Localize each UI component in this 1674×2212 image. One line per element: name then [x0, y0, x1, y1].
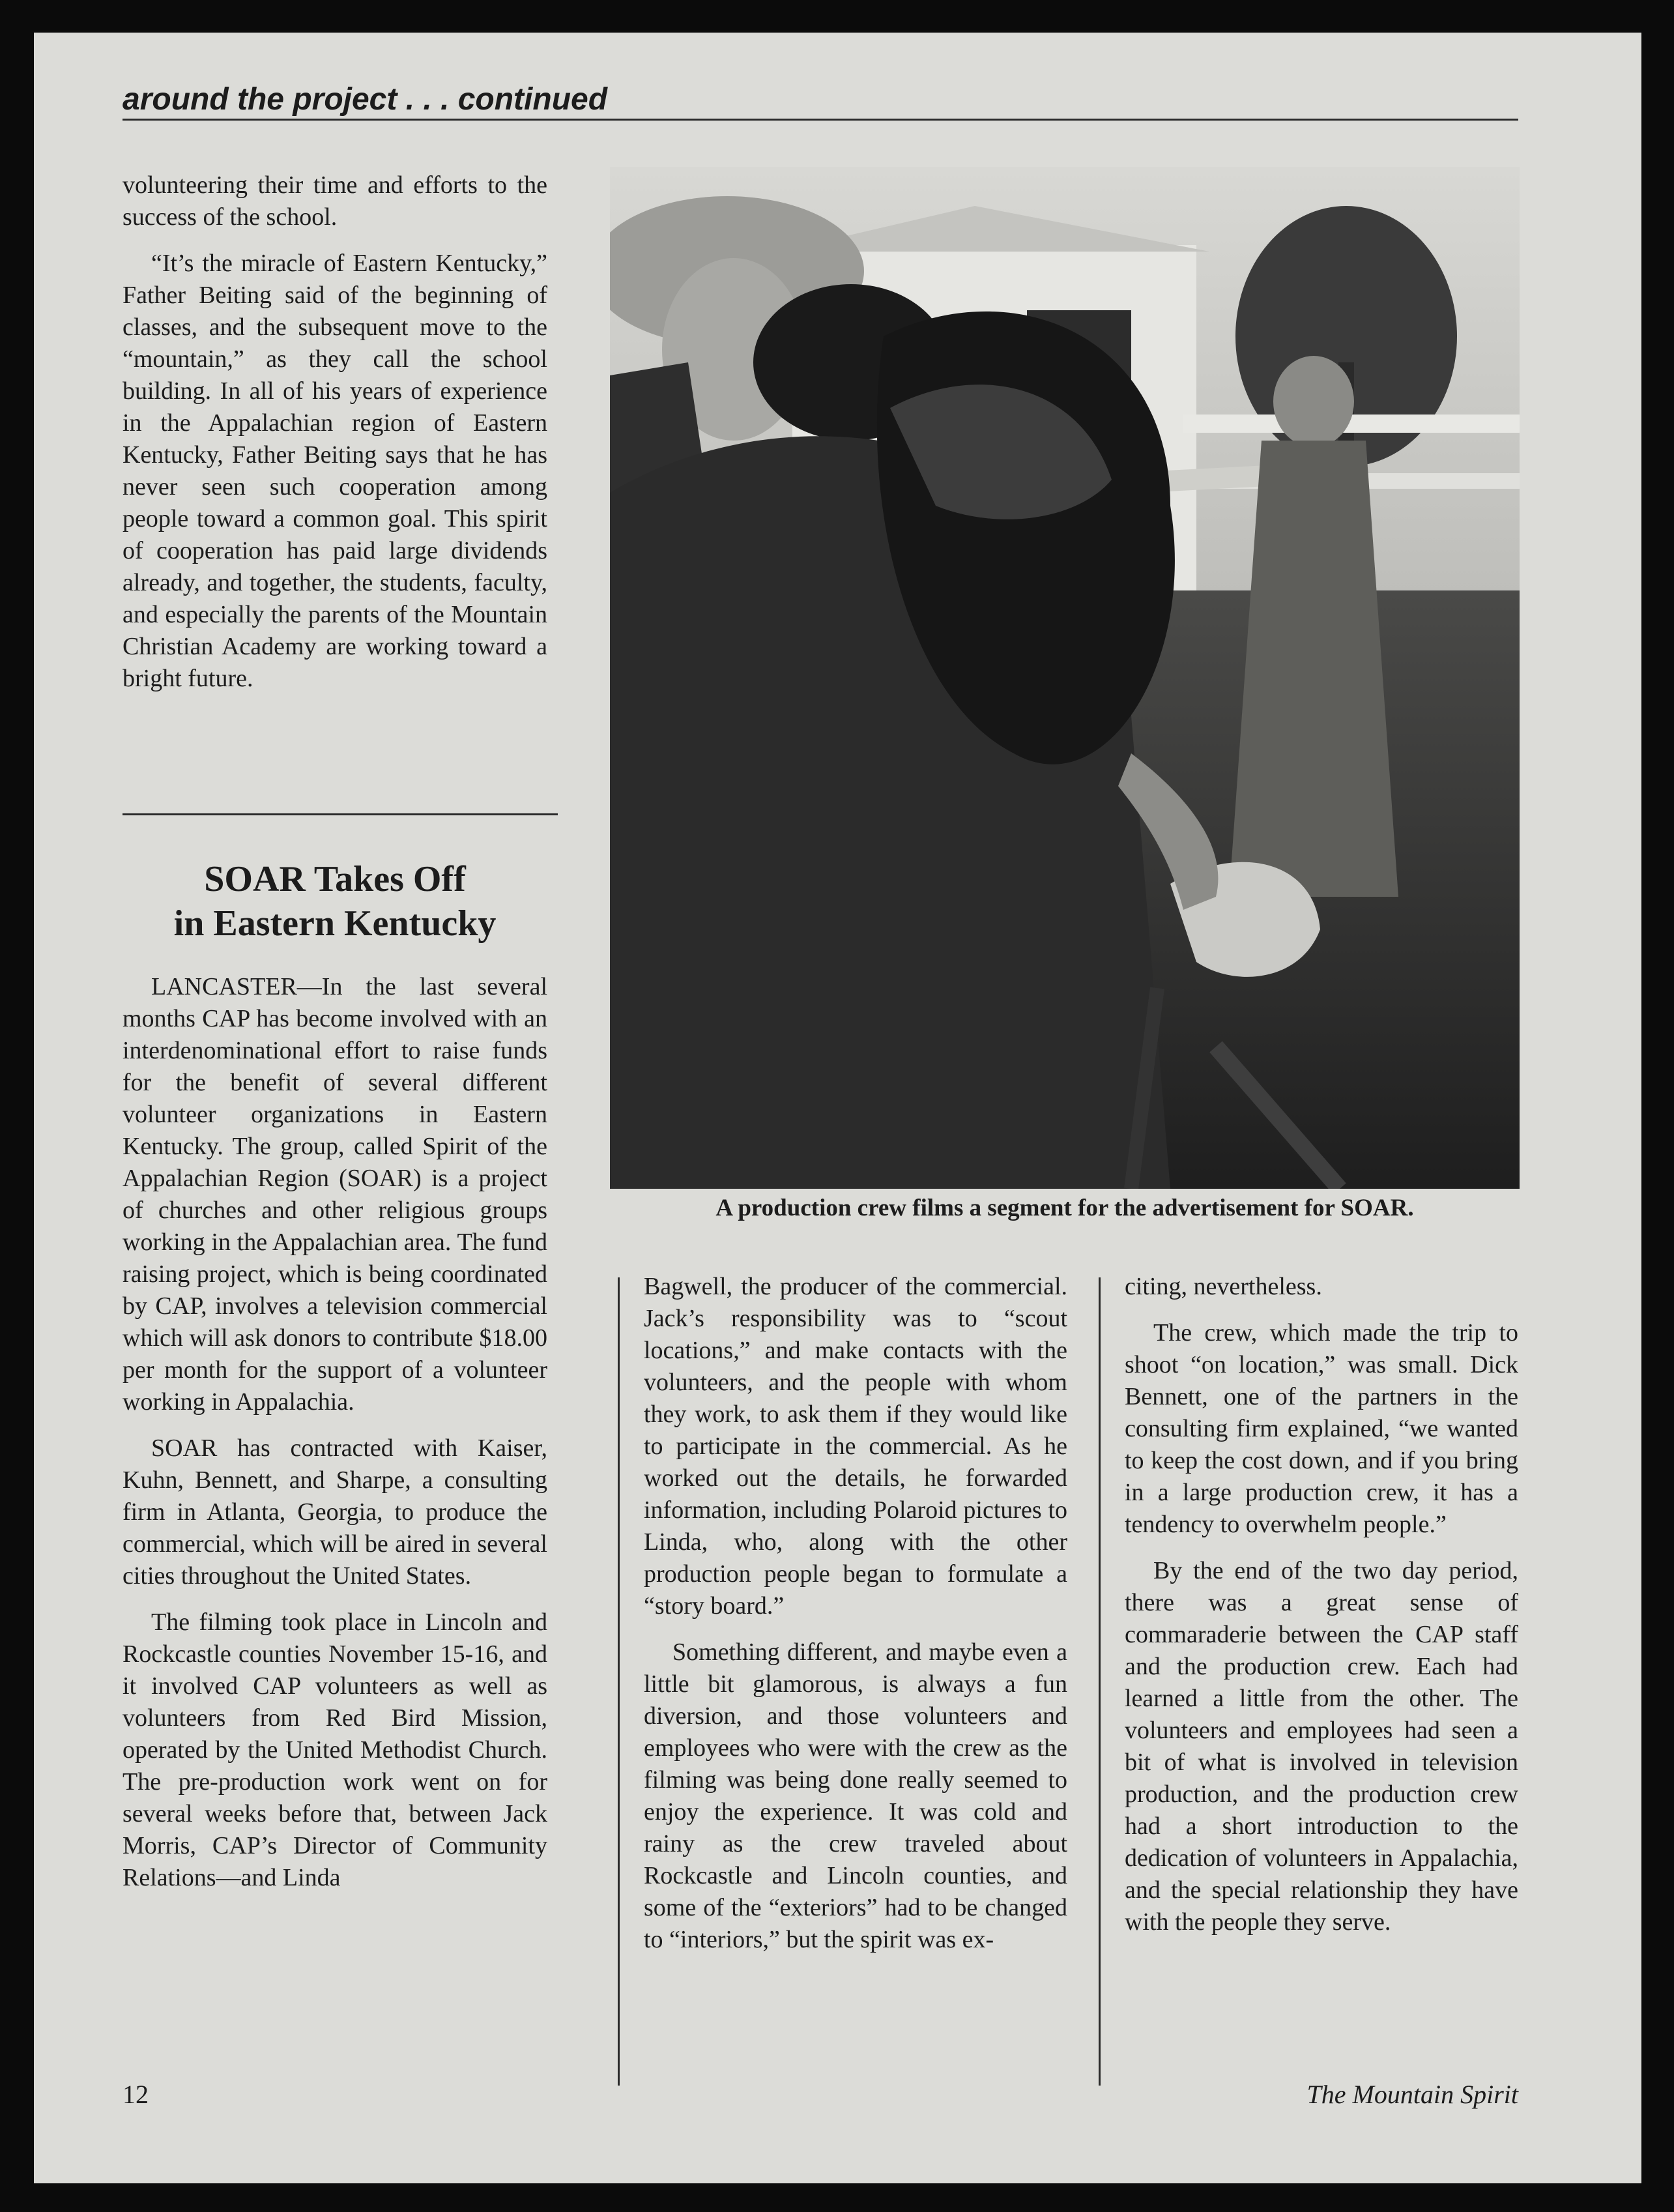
article2-paragraph: Something different, and maybe even a little bit glamorous, is always a fun diversion, and those volunteers and employees who were with the crew as the filming was being done really seemed to enjoy the experience. It was cold and rainy as the crew traveled about Rockcastle and Lincoln counties, and some of the “exteriors” had to be changed to “interiors,” but the spirit was ex- — [644, 1638, 1067, 1953]
article2-paragraph: The crew, which made the trip to shoot “on location,” was small. Dick Bennett, one of the partners in the consulting firm explained, “we wanted to keep the cost down, and if you bring in a large production crew, it has a tendency to overwhelm people.” — [1125, 1319, 1518, 1538]
header-title: around the project . . . continued — [123, 82, 608, 117]
article2-paragraph: The filming took place in Lincoln and Rockcastle counties November 15-16, and it involved CAP volunteers as well as volunteers from Red Bird Mission, operated by the United Methodist Church. The pre-production work went on for several weeks before that, between Jack Morris, CAP’s Director of Community Relations—and Linda — [123, 1608, 547, 1891]
running-header — [123, 72, 1518, 121]
section-divider — [123, 813, 558, 815]
article2-column-2 — [644, 1271, 1067, 1970]
article2-column-1 — [123, 971, 547, 1908]
article1-paragraph: “It’s the miracle of Eastern Kentucky,” Father Beiting said of the beginning of classes, and the subsequent move to the “mountain,” as they call the school building. In all of his years of experience in the Appalachian region of Eastern Kentucky, Father Beiting says that he has never seen such cooperation among people toward a common goal. This spirit of cooperation has paid large dividends already, and together, the students, faculty, and especially the parents of the Mountain Christian Academy are working toward a bright future. — [123, 250, 547, 692]
column-divider — [618, 1277, 620, 2086]
article2-paragraph: By the end of the two day period, there was a great sense of commaraderie between the CAP staff and the production crew. Each had learned a little from the other. The volunteers and employees had seen a bit of what is involved in television production, and the production crew had a short introduction to the dedication of volunteers in Appalachia, and the special relationship they have with the people they serve. — [1125, 1557, 1518, 1936]
page-number: 12 — [123, 2080, 149, 2109]
article2-paragraph: citing, nevertheless. — [1125, 1273, 1322, 1300]
article2-headline — [123, 857, 547, 946]
article1-column — [123, 169, 547, 709]
article2-paragraph: LANCASTER—In the last several months CAP has become involved with an interdenominational effort to raise funds for the benefit of several different volunteer organizations in Eastern Kentucky. The group, called Spirit of the Appalachian Region (SOAR) is a project of churches and other religious groups working in the Appalachian area. The fund raising project, which is being coordinated by CAP, involves a television commercial which will ask donors to contribute $18.00 per month for the support of a volunteer working in Appalachia. — [123, 973, 547, 1416]
article2-column-3 — [1125, 1271, 1518, 1953]
article2-paragraph: SOAR has contracted with Kaiser, Kuhn, Bennett, and Sharpe, a consulting firm in Atlanta, Georgia, to produce the commercial, which will be aired in several cities throughout the United States. — [123, 1434, 547, 1590]
publication-name: The Mountain Spirit — [1306, 2080, 1518, 2109]
column-divider — [1099, 1277, 1101, 2086]
headline-line: SOAR Takes Off — [204, 859, 466, 899]
photo-caption: A production crew films a segment for the advertisement for SOAR. — [715, 1195, 1414, 1221]
headline-line: in Eastern Kentucky — [173, 903, 497, 944]
article1-paragraph: volunteering their time and efforts to the success of the school. — [123, 171, 547, 231]
photo-illustration — [610, 167, 1520, 1189]
article2-paragraph: Bagwell, the producer of the commercial. Jack’s responsibility was to “scout locations,” and make contacts with the volunteers, and the people with whom they work, to ask them if they would like to participate in the commercial. As he worked out the details, he forwarded information, including Polaroid pictures to Linda, who, along with the other production people began to formulate a “story board.” — [644, 1273, 1067, 1620]
production-crew-photo — [610, 167, 1520, 1189]
